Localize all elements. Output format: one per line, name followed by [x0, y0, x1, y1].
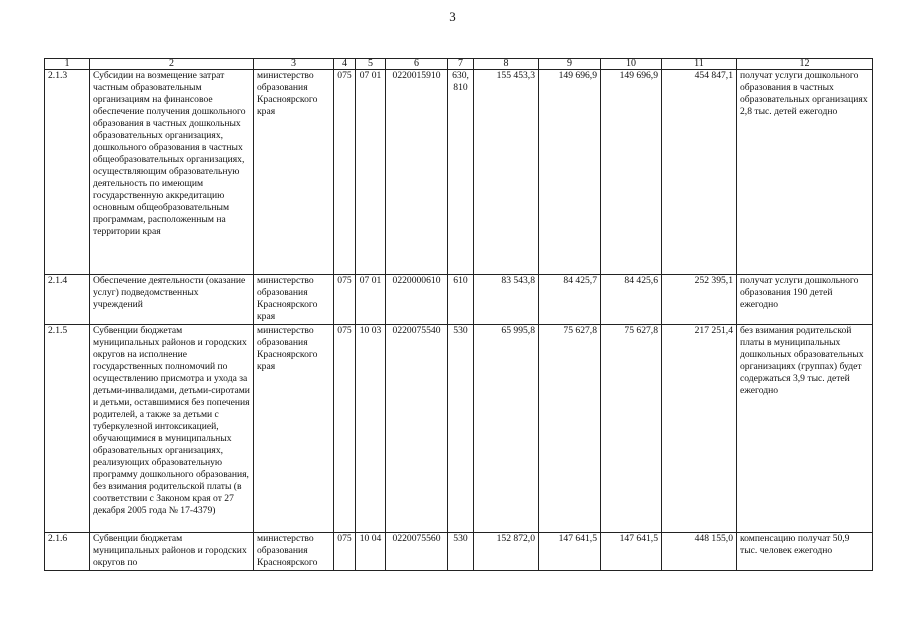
vr-code: 610 [448, 275, 474, 325]
csr-code: 0220075540 [386, 325, 448, 533]
measure-name: Субвенции бюджетам муниципальных районов и городских округов на исполнение государственных полномочий по осуществлению присмотра и ухода за детьми-инвалидами, детьми-сиротами и детьми, оставшимися без попечения родителей, а также за детьми с туберкулезной интоксикацией, обучающимися в муниципальных образовательных организациях, реализующих образовательную программу дошкольного образования, без взимания родительской платы (в соответствии с Законом края от 27 декабря 2005 года № 17-4379) [90, 325, 254, 533]
table-row [45, 325, 873, 533]
measure-name: Обеспечение деятельности (оказание услуг) подведомственных учреждений [90, 275, 254, 325]
column-number-row [45, 59, 873, 70]
table-row [45, 533, 873, 571]
row-number: 2.1.3 [45, 70, 90, 275]
col-header: 9 [539, 59, 601, 70]
rzpr-code: 07 01 [356, 275, 386, 325]
year1-value: 83 543,8 [474, 275, 539, 325]
col-header: 7 [448, 59, 474, 70]
measure-name: Субсидии на возмещение затрат частным образовательным организациям на финансовое обеспечение получения дошкольного образования в частных дошкольных образовательных организациях, дошкольного образования в частных общеобразовательных организациях, осуществляющим образовательную деятельность по имеющим государственную аккредитацию основным общеобразовательным программам, расположенным на территории края [90, 70, 254, 275]
total-value: 252 395,1 [662, 275, 737, 325]
row-number: 2.1.6 [45, 533, 90, 571]
col-header: 8 [474, 59, 539, 70]
rzpr-code: 07 01 [356, 70, 386, 275]
year1-value: 152 872,0 [474, 533, 539, 571]
table-row [45, 70, 873, 275]
csr-code: 0220015910 [386, 70, 448, 275]
expected-result: получат услуги дошкольного образования в частных образовательных организациях 2,8 тыс. детей ежегодно [737, 70, 873, 275]
year3-value: 149 696,9 [601, 70, 662, 275]
col-header: 2 [90, 59, 254, 70]
total-value: 454 847,1 [662, 70, 737, 275]
year2-value: 149 696,9 [539, 70, 601, 275]
grbs-code: 075 [334, 325, 356, 533]
csr-code: 0220075560 [386, 533, 448, 571]
budget-table [44, 58, 873, 571]
vr-code: 530 [448, 325, 474, 533]
col-header: 3 [254, 59, 334, 70]
grbs-code: 075 [334, 70, 356, 275]
year2-value: 84 425,7 [539, 275, 601, 325]
grbs-code: 075 [334, 533, 356, 571]
rzpr-code: 10 03 [356, 325, 386, 533]
col-header: 4 [334, 59, 356, 70]
col-header: 10 [601, 59, 662, 70]
year3-value: 84 425,6 [601, 275, 662, 325]
year1-value: 155 453,3 [474, 70, 539, 275]
total-value: 448 155,0 [662, 533, 737, 571]
col-header: 12 [737, 59, 873, 70]
vr-code: 630, 810 [448, 70, 474, 275]
expected-result: без взимания родительской платы в муниципальных дошкольных образовательных организациях (группах) будет содержаться 3,9 тыс. детей ежегодно [737, 325, 873, 533]
col-header: 11 [662, 59, 737, 70]
year2-value: 147 641,5 [539, 533, 601, 571]
executor: министерство образования Красноярского [254, 533, 334, 571]
measure-name: Субвенции бюджетам муниципальных районов и городских округов по [90, 533, 254, 571]
page-number: 3 [449, 9, 456, 24]
grbs-code: 075 [334, 275, 356, 325]
expected-result: получат услуги дошкольного образования 190 детей ежегодно [737, 275, 873, 325]
year3-value: 75 627,8 [601, 325, 662, 533]
executor: министерство образования Красноярского края [254, 70, 334, 275]
executor: министерство образования Красноярского края [254, 325, 334, 533]
table-row [45, 275, 873, 325]
year3-value: 147 641,5 [601, 533, 662, 571]
col-header: 5 [356, 59, 386, 70]
total-value: 217 251,4 [662, 325, 737, 533]
csr-code: 0220000610 [386, 275, 448, 325]
col-header: 6 [386, 59, 448, 70]
expected-result: компенсацию получат 50,9 тыс. человек ежегодно [737, 533, 873, 571]
col-header: 1 [45, 59, 90, 70]
year1-value: 65 995,8 [474, 325, 539, 533]
row-number: 2.1.4 [45, 275, 90, 325]
year2-value: 75 627,8 [539, 325, 601, 533]
executor: министерство образования Красноярского края [254, 275, 334, 325]
row-number: 2.1.5 [45, 325, 90, 533]
rzpr-code: 10 04 [356, 533, 386, 571]
vr-code: 530 [448, 533, 474, 571]
